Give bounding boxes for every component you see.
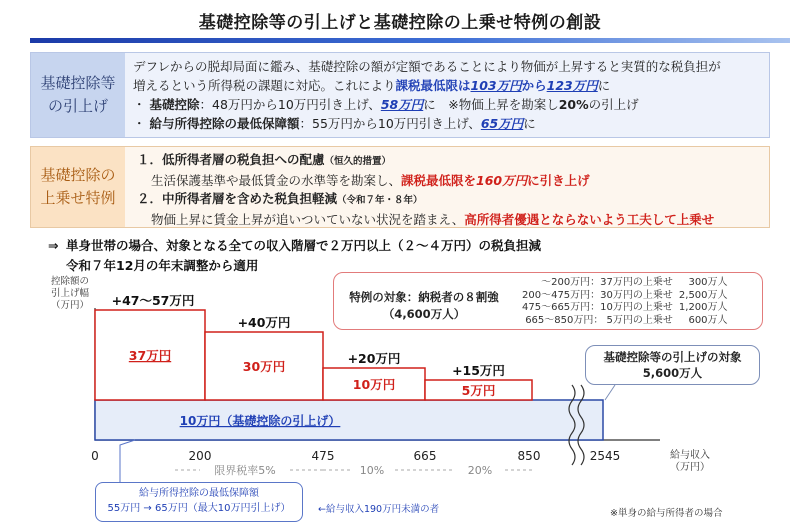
row-range: 665～850万円： 5万円の上乗せ bbox=[525, 314, 673, 326]
x-tick-475: 475 bbox=[311, 449, 335, 463]
section1-label bbox=[31, 53, 125, 137]
item1-note: （恒久的措置） bbox=[324, 156, 392, 167]
special-target-lead bbox=[344, 289, 504, 323]
base-bar-label: 10万円（基礎控除の引上げ） bbox=[179, 414, 341, 428]
note-left-line2: 55万円 → 65万円（最大10万円引上げ） bbox=[107, 503, 291, 514]
row-range: 475～665万円：10万円の上乗せ bbox=[522, 302, 673, 313]
section2-body bbox=[137, 151, 765, 229]
x-tick-850: 850 bbox=[517, 449, 541, 463]
tax-rate-20: 20% bbox=[467, 464, 493, 477]
income-threshold-note: ←給与収入190万円未満の者 bbox=[318, 504, 440, 515]
bullet2-text: ：55万円から10万円引き上げ、 bbox=[299, 116, 481, 131]
x-tick-200: 200 bbox=[188, 449, 212, 463]
section-special-addition bbox=[30, 146, 770, 228]
total-increase-label: +40万円 bbox=[237, 315, 291, 330]
ylabel-line1: 控除額の bbox=[50, 276, 90, 287]
total-increase-label: +15万円 bbox=[452, 363, 505, 378]
section2-label-line1: 基礎控除の bbox=[40, 166, 116, 184]
bullet1-value: 58万円 bbox=[380, 97, 424, 112]
row-count: 300万人 bbox=[688, 277, 728, 288]
special-bar-label: 10万円 bbox=[352, 377, 396, 392]
table-row bbox=[519, 315, 731, 328]
section1-label-line2: の引上げ bbox=[47, 97, 108, 115]
section2-label-line2: 上乗せ特例 bbox=[40, 189, 116, 207]
item2-red: 高所得者優遇とならないよう工夫して上乗せ bbox=[464, 211, 715, 227]
single-earner-note: ※単身の給与所得者の場合 bbox=[610, 508, 723, 519]
tax-rate-10: 10% bbox=[359, 464, 385, 477]
base-callout-line2: 5,600万人 bbox=[642, 366, 703, 380]
y-axis-label bbox=[51, 275, 90, 311]
summary-line2-text: 令和７年12月の年末調整から適用 bbox=[66, 258, 259, 273]
section1-bullet2: ・ 給与所得控除の最低保障額：55万円から10万円引き上げ、65万円に bbox=[133, 116, 536, 131]
base-target-callout bbox=[585, 345, 760, 385]
intro-mid: から bbox=[521, 78, 547, 93]
section1-bullet1: ・ 基礎控除：48万円から10万円引き上げ、58万円に ※物価上昇を勘案し20%の引上げ bbox=[133, 97, 639, 112]
intro-highlight: 課税最低限は bbox=[395, 78, 471, 93]
intro-end: に bbox=[597, 78, 611, 93]
row-range: ～200万円：37万円の上乗せ bbox=[541, 277, 673, 288]
table-row bbox=[519, 290, 731, 303]
special-target-table bbox=[519, 277, 731, 327]
special-bar-label: 37万円 bbox=[128, 348, 172, 363]
section2-item2-body bbox=[137, 211, 765, 230]
summary-arrow: ⇒ bbox=[48, 238, 59, 253]
ylabel-line3: （万円） bbox=[50, 300, 90, 311]
summary-line1-text: 単身世帯の場合、対象となる全ての収入階層で２万円以上（２～４万円）の税負担減 bbox=[66, 238, 542, 253]
section1-label-line1: 基礎控除等 bbox=[40, 74, 116, 92]
table-row bbox=[519, 302, 731, 315]
special-target-callout bbox=[333, 272, 763, 330]
item1-red-a: 課税最低限を bbox=[401, 172, 477, 188]
item1-text: 生活保護基準や最低賃金の水準等を勘案し、 bbox=[151, 172, 402, 188]
section1-intro-a: デフレからの脱却局面に鑑み、基礎控除の額が定額であることにより物価が上昇すると実質的な税負担が bbox=[133, 59, 721, 74]
note-left-line1: 給与所得控除の最低保障額 bbox=[139, 488, 259, 499]
item1-head: １．低所得者層の税負担への配慮 bbox=[137, 152, 325, 167]
title-underline bbox=[30, 38, 790, 43]
row-count: 2,500万人 bbox=[678, 289, 728, 301]
section2-item1-head bbox=[137, 151, 765, 172]
item1-red-c: に引き上げ bbox=[527, 172, 590, 188]
intro-to-value: 123万円 bbox=[546, 78, 598, 93]
total-increase-label: +47～57万円 bbox=[111, 293, 195, 308]
section-basic-deduction-increase bbox=[30, 52, 770, 138]
lead-line2: （4,600万人） bbox=[382, 307, 466, 321]
x-tick-0: 0 bbox=[91, 449, 99, 463]
bullet1-end: の引上げ bbox=[588, 97, 639, 112]
item2-head: ２．中所得者層を含めた税負担軽減 bbox=[137, 191, 338, 206]
base-callout-pointer bbox=[605, 385, 615, 400]
item1-red-b: 160万円 bbox=[476, 172, 528, 188]
bullet1-text: ：48万円から10万円引き上げ、 bbox=[199, 97, 381, 112]
note-pointer bbox=[120, 440, 135, 482]
ylabel-line2: 引上げ幅 bbox=[50, 288, 90, 299]
total-increase-label: +20万円 bbox=[347, 351, 401, 366]
x-tick-2545: 2545 bbox=[589, 449, 621, 463]
summary-line1 bbox=[48, 236, 541, 256]
row-count: 1,200万人 bbox=[678, 302, 728, 313]
x-tick-665: 665 bbox=[413, 449, 437, 463]
x-axis-label bbox=[670, 448, 710, 473]
intro-b-text: 増えるという所得税の課題に対応。これにより bbox=[133, 78, 396, 93]
special-bar-label: 5万円 bbox=[461, 383, 496, 398]
xlabel-line1: 給与収入 bbox=[670, 450, 710, 461]
page-title: 基礎控除等の引上げと基礎控除の上乗せ特例の創設 bbox=[198, 13, 602, 33]
min-guarantee-note bbox=[95, 482, 303, 522]
item2-note: （令和７年・８年） bbox=[337, 195, 423, 206]
base-callout-line1: 基礎控除等の引上げの対象 bbox=[603, 350, 742, 364]
section2-item1-body bbox=[137, 172, 765, 191]
x-ticks bbox=[91, 449, 620, 463]
bullet1-label: 基礎控除 bbox=[149, 97, 200, 112]
row-count: 600万人 bbox=[688, 314, 728, 326]
special-bar-label: 30万円 bbox=[242, 359, 286, 374]
section2-item2-head bbox=[137, 190, 765, 211]
bullet1-suffix: に ※物価上昇を勘案し bbox=[423, 97, 559, 112]
section1-body bbox=[133, 57, 765, 133]
intro-from-value: 103万円 bbox=[470, 78, 522, 93]
lead-line1: 特例の対象：納税者の８割強 bbox=[349, 290, 499, 304]
row-range: 200～475万円：30万円の上乗せ bbox=[522, 289, 673, 301]
bullet2-label: 給与所得控除の最低保障額 bbox=[149, 116, 300, 131]
bullet1-pct: 20% bbox=[558, 97, 589, 112]
tax-rate-5: 限界税率5% bbox=[214, 464, 276, 477]
section1-intro-b bbox=[133, 76, 765, 95]
xlabel-line2: （万円） bbox=[670, 462, 710, 473]
table-row bbox=[519, 277, 731, 290]
bullet2-value: 65万円 bbox=[480, 116, 524, 131]
base-bar bbox=[95, 400, 603, 440]
item2-text: 物価上昇に賃金上昇が追いついていない状況を踏まえ、 bbox=[151, 211, 465, 227]
section2-label bbox=[31, 147, 125, 227]
bullet2-end: に bbox=[523, 116, 536, 131]
